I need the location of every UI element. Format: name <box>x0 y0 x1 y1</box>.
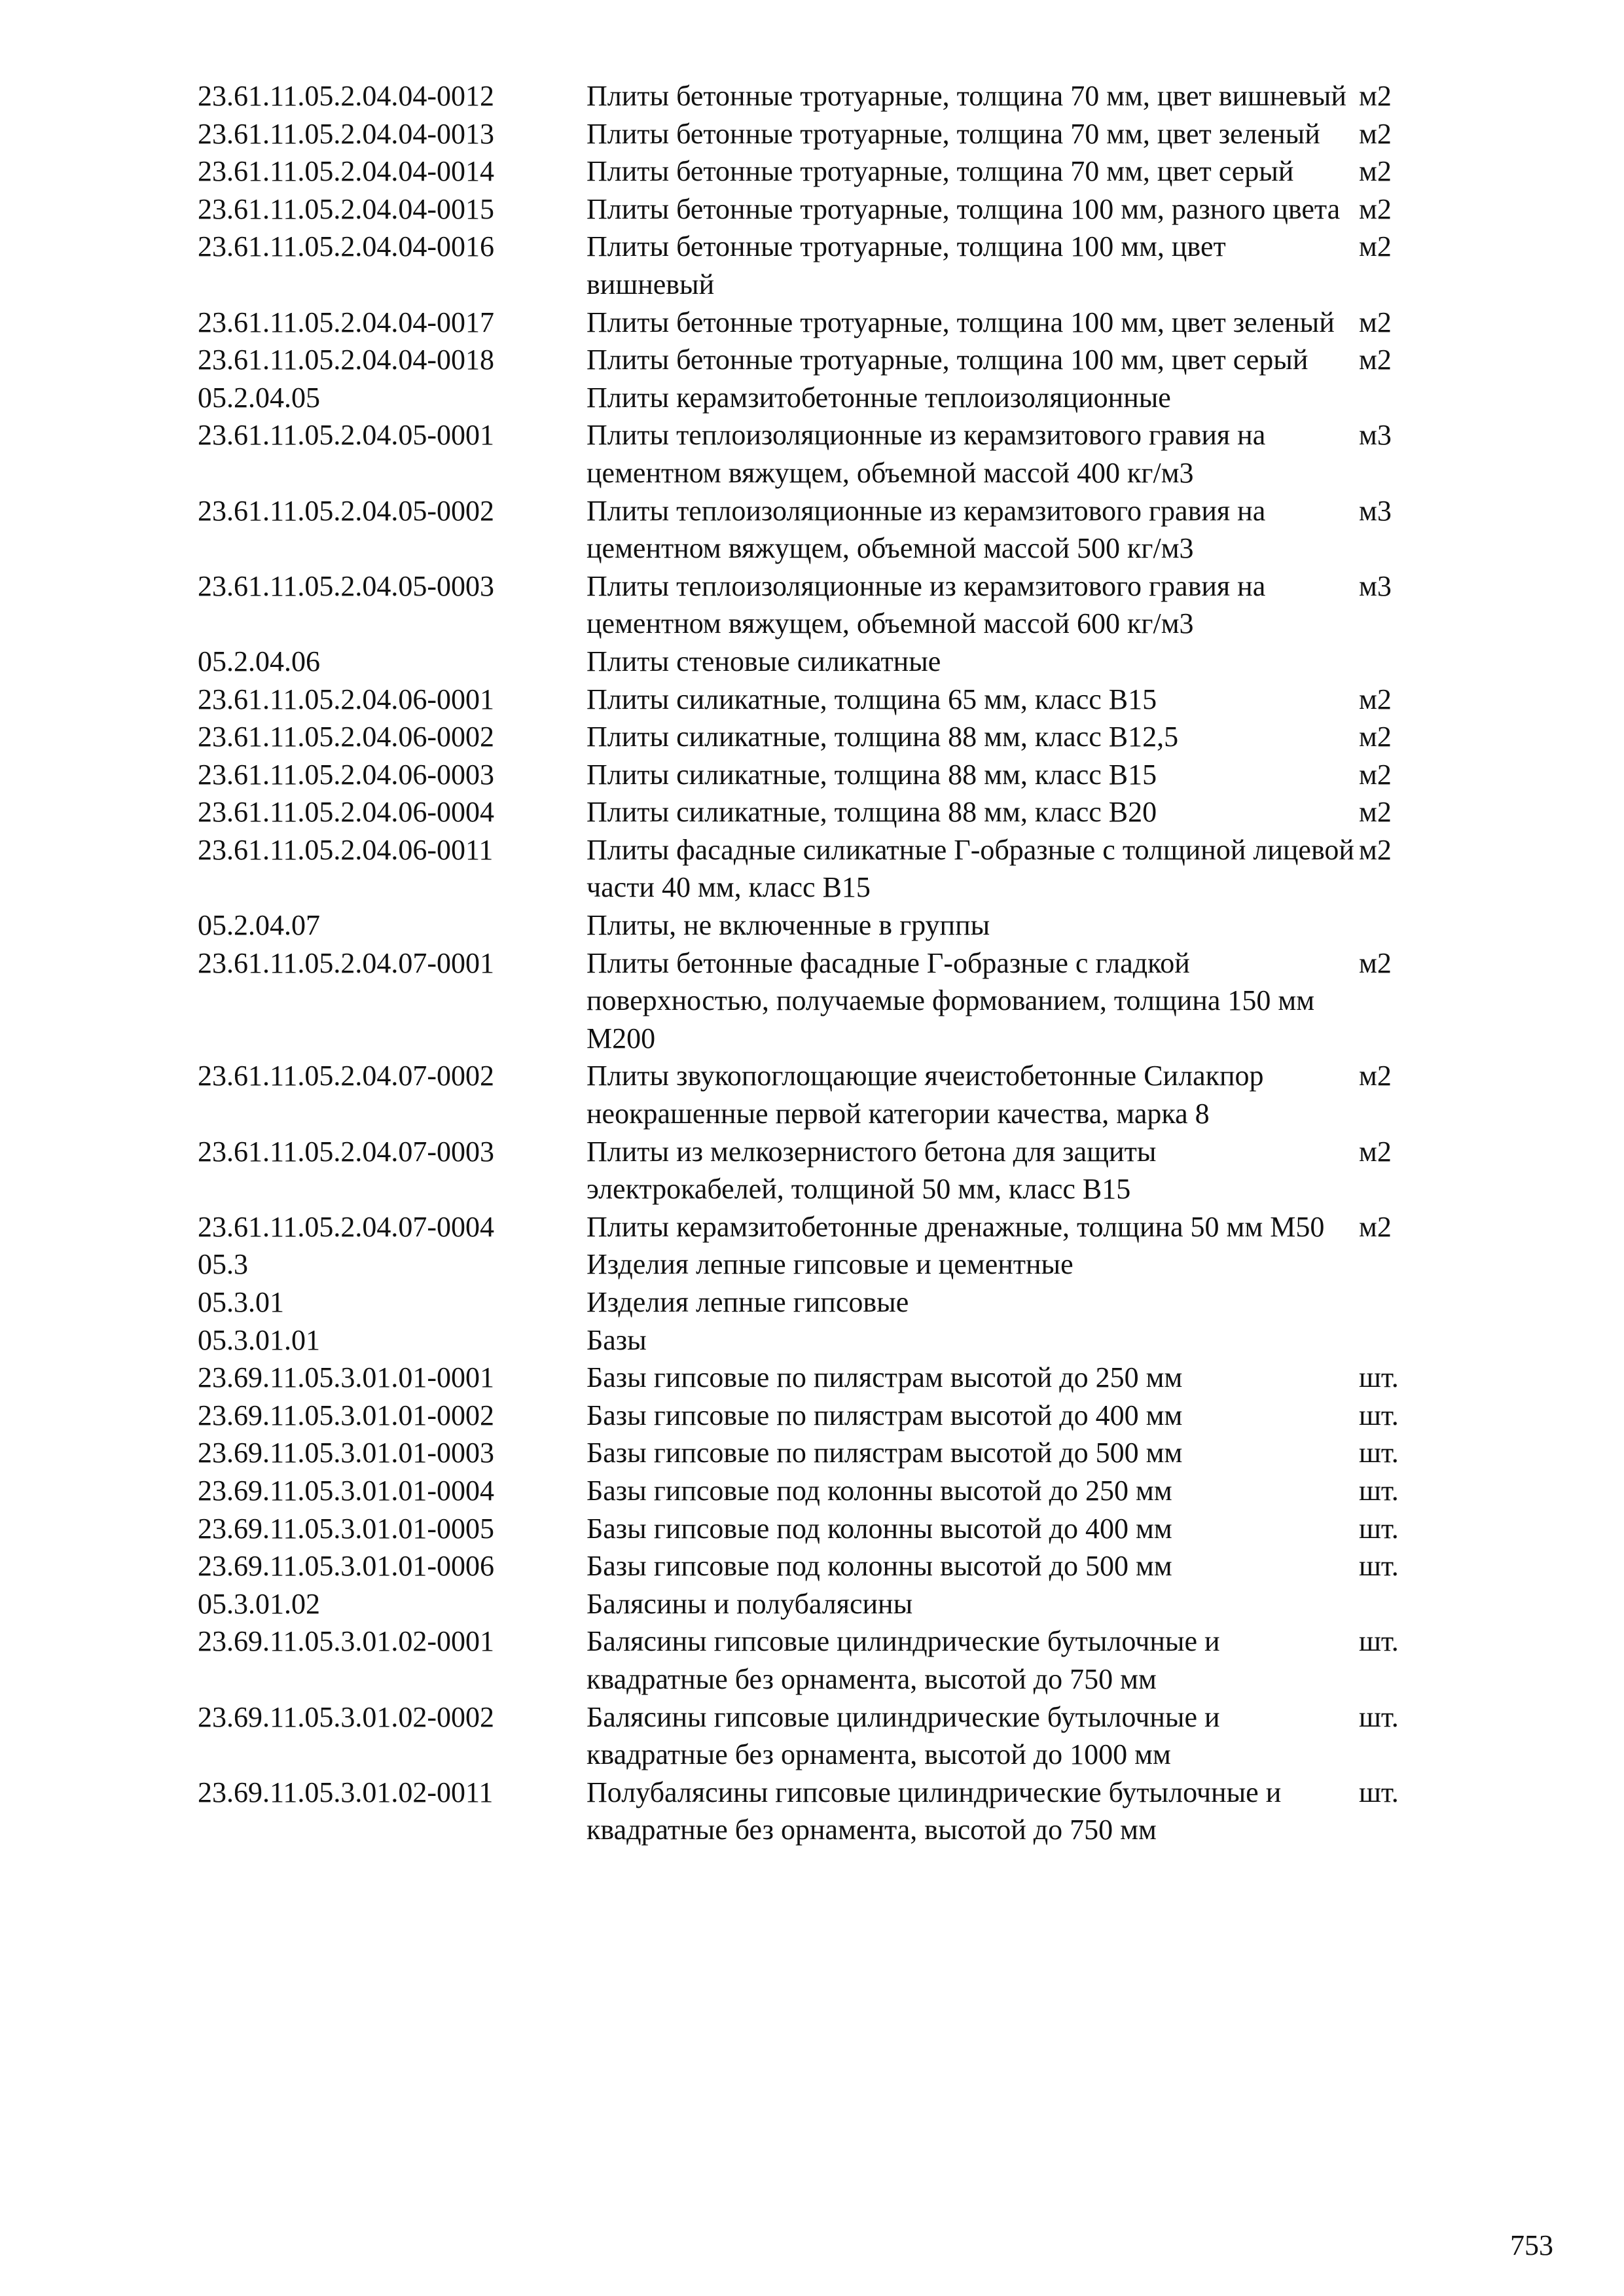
item-unit: м3 <box>1359 494 1392 527</box>
item-unit: м2 <box>1359 155 1392 188</box>
item-name: Базы гипсовые по пилястрам высотой до 400 мм <box>586 1399 1183 1431</box>
catalog-item-row <box>198 1623 1494 1698</box>
item-name: Плиты фасадные силикатные Г-образные с толщиной лицевой части 40 мм, класс B15 <box>586 833 1354 904</box>
item-code: 05.2.04.05 <box>198 381 320 414</box>
item-code: 23.61.11.05.2.04.04-0018 <box>198 344 495 376</box>
item-code: 23.61.11.05.2.04.04-0016 <box>198 230 495 263</box>
page-number: 753 <box>1510 2229 1553 2261</box>
item-name: Изделия лепные гипсовые и цементные <box>586 1248 1074 1281</box>
item-code: 23.61.11.05.2.04.07-0001 <box>198 946 495 979</box>
item-code: 23.61.11.05.2.04.04-0014 <box>198 155 495 188</box>
item-name: Плиты бетонные фасадные Г-образные с гладкой поверхностью, получаемые формованием, толщина 150 мм М200 <box>586 946 1315 1054</box>
item-unit: шт. <box>1359 1437 1399 1469</box>
catalog-group-row <box>198 1585 1494 1623</box>
item-name: Плиты стеновые силикатные <box>586 645 941 677</box>
item-name: Плиты силикатные, толщина 88 мм, класс B15 <box>586 758 1157 791</box>
item-name: Базы гипсовые по пилястрам высотой до 500 мм <box>586 1437 1183 1469</box>
item-unit: м2 <box>1359 230 1392 263</box>
item-name: Плиты бетонные тротуарные, толщина 100 мм, цвет вишневый <box>586 230 1226 300</box>
item-unit: м2 <box>1359 344 1392 376</box>
item-name: Балясины гипсовые цилиндрические бутылочные и квадратные без орнамента, высотой до 1000 мм <box>586 1700 1220 1771</box>
item-code: 05.2.04.06 <box>198 645 320 677</box>
item-code: 05.3.01 <box>198 1286 284 1318</box>
catalog-item-row <box>198 115 1494 153</box>
catalog-item-row <box>198 1434 1494 1472</box>
item-code: 23.69.11.05.3.01.01-0004 <box>198 1474 495 1507</box>
item-name: Плиты теплоизоляционные из керамзитового гравия на цементном вяжущем, объемной массой 400 кг/м3 <box>586 419 1266 489</box>
item-unit: м2 <box>1359 721 1392 753</box>
item-unit: м2 <box>1359 117 1392 150</box>
item-name: Плиты бетонные тротуарные, толщина 100 мм, цвет серый <box>586 344 1308 376</box>
item-code: 23.69.11.05.3.01.02-0011 <box>198 1776 494 1808</box>
item-unit: м2 <box>1359 946 1392 979</box>
catalog-item-row <box>198 1547 1494 1585</box>
item-name: Плиты, не включенные в группы <box>586 909 990 942</box>
item-name: Плиты бетонные тротуарные, толщина 100 мм, цвет зеленый <box>586 306 1335 338</box>
item-code: 23.69.11.05.3.01.02-0002 <box>198 1700 495 1733</box>
catalog-item-row <box>198 1774 1494 1849</box>
catalog-item-row <box>198 190 1494 228</box>
item-code: 23.61.11.05.2.04.06-0004 <box>198 796 495 829</box>
catalog-item-row <box>198 1208 1494 1246</box>
catalog-group-row <box>198 906 1494 944</box>
item-code: 23.69.11.05.3.01.02-0001 <box>198 1625 495 1658</box>
item-name: Плиты бетонные тротуарные, толщина 70 мм, цвет зеленый <box>586 117 1320 150</box>
catalog-group-row <box>198 1246 1494 1283</box>
item-name: Плиты звукопоглощающие ячеистобетонные Силакпор неокрашенные первой категории качества, марка 8 <box>586 1060 1264 1130</box>
item-code: 05.3.01.01 <box>198 1323 320 1356</box>
item-unit: м2 <box>1359 1210 1392 1243</box>
catalog-item-row <box>198 1133 1494 1208</box>
item-unit: м2 <box>1359 758 1392 791</box>
item-code: 23.69.11.05.3.01.01-0002 <box>198 1399 495 1431</box>
catalog-item-row <box>198 1359 1494 1397</box>
catalog-item-row <box>198 152 1494 190</box>
catalog-item-row <box>198 1057 1494 1132</box>
item-name: Плиты силикатные, толщина 88 мм, класс B12,5 <box>586 721 1179 753</box>
item-unit: м2 <box>1359 306 1392 338</box>
item-unit: шт. <box>1359 1625 1399 1658</box>
catalog-item-row <box>198 77 1494 115</box>
catalog-item-row <box>198 228 1494 303</box>
catalog-item-row <box>198 1698 1494 1774</box>
item-name: Плиты силикатные, толщина 88 мм, класс B20 <box>586 796 1157 829</box>
catalog-group-row <box>198 1321 1494 1359</box>
item-code: 23.61.11.05.2.04.06-0003 <box>198 758 495 791</box>
item-code: 23.61.11.05.2.04.07-0004 <box>198 1210 495 1243</box>
item-unit: м3 <box>1359 569 1392 602</box>
item-code: 23.69.11.05.3.01.01-0006 <box>198 1550 495 1583</box>
item-code: 23.61.11.05.2.04.04-0012 <box>198 80 495 112</box>
catalog-item-row <box>198 1397 1494 1435</box>
item-unit: м2 <box>1359 833 1392 866</box>
item-code: 23.61.11.05.2.04.04-0015 <box>198 192 495 225</box>
item-name: Полубалясины гипсовые цилиндрические бутылочные и квадратные без орнамента, высотой до 750 мм <box>586 1776 1282 1846</box>
item-name: Балясины гипсовые цилиндрические бутылочные и квадратные без орнамента, высотой до 750 мм <box>586 1625 1220 1695</box>
catalog-table <box>198 77 1494 1849</box>
item-code: 23.61.11.05.2.04.07-0002 <box>198 1060 495 1092</box>
item-name: Плиты бетонные тротуарные, толщина 100 мм, разного цвета <box>586 192 1341 225</box>
item-name: Плиты из мелкозернистого бетона для защиты электрокабелей, толщиной 50 мм, класс B15 <box>586 1135 1157 1206</box>
item-unit: м2 <box>1359 1060 1392 1092</box>
item-unit: шт. <box>1359 1361 1399 1394</box>
catalog-item-row <box>198 681 1494 719</box>
item-name: Базы гипсовые под колонны высотой до 500 мм <box>586 1550 1172 1583</box>
item-code: 23.61.11.05.2.04.05-0002 <box>198 494 495 527</box>
item-code: 05.2.04.07 <box>198 909 320 942</box>
catalog-item-row <box>198 304 1494 342</box>
item-unit: шт. <box>1359 1776 1399 1808</box>
item-name: Плиты керамзитобетонные теплоизоляционные <box>586 381 1171 414</box>
item-unit: м2 <box>1359 1135 1392 1168</box>
item-code: 23.61.11.05.2.04.06-0002 <box>198 721 495 753</box>
item-unit: шт. <box>1359 1399 1399 1431</box>
item-code: 05.3.01.02 <box>198 1587 320 1620</box>
item-code: 23.61.11.05.2.04.04-0013 <box>198 117 495 150</box>
item-unit: шт. <box>1359 1474 1399 1507</box>
item-code: 23.61.11.05.2.04.05-0003 <box>198 569 495 602</box>
item-name: Базы гипсовые по пилястрам высотой до 250 мм <box>586 1361 1183 1394</box>
item-code: 23.61.11.05.2.04.06-0001 <box>198 683 495 715</box>
item-code: 23.69.11.05.3.01.01-0001 <box>198 1361 495 1394</box>
item-unit: шт. <box>1359 1700 1399 1733</box>
catalog-item-row <box>198 492 1494 567</box>
catalog-item-row <box>198 341 1494 379</box>
item-code: 23.61.11.05.2.04.05-0001 <box>198 419 495 452</box>
catalog-item-row <box>198 944 1494 1058</box>
item-name: Плиты теплоизоляционные из керамзитового гравия на цементном вяжущем, объемной массой 600 кг/м3 <box>586 569 1266 640</box>
item-unit: м3 <box>1359 419 1392 452</box>
item-code: 23.61.11.05.2.04.07-0003 <box>198 1135 495 1168</box>
item-unit: шт. <box>1359 1512 1399 1545</box>
catalog-group-row <box>198 1283 1494 1321</box>
catalog-item-row <box>198 718 1494 756</box>
item-unit: шт. <box>1359 1550 1399 1583</box>
item-name: Плиты теплоизоляционные из керамзитового гравия на цементном вяжущем, объемной массой 500 кг/м3 <box>586 494 1266 565</box>
item-code: 23.61.11.05.2.04.04-0017 <box>198 306 495 338</box>
item-code: 05.3 <box>198 1248 248 1281</box>
item-name: Базы гипсовые под колонны высотой до 400 мм <box>586 1512 1172 1545</box>
catalog-item-row <box>198 756 1494 794</box>
item-code: 23.61.11.05.2.04.06-0011 <box>198 833 494 866</box>
catalog-item-row <box>198 1472 1494 1510</box>
item-unit: м2 <box>1359 683 1392 715</box>
catalog-group-row <box>198 643 1494 681</box>
item-unit: м2 <box>1359 80 1392 112</box>
item-unit: м2 <box>1359 192 1392 225</box>
item-name: Изделия лепные гипсовые <box>586 1286 909 1318</box>
item-code: 23.69.11.05.3.01.01-0005 <box>198 1512 495 1545</box>
item-code: 23.69.11.05.3.01.01-0003 <box>198 1437 495 1469</box>
catalog-item-row <box>198 1510 1494 1548</box>
item-name: Плиты силикатные, толщина 65 мм, класс B15 <box>586 683 1157 715</box>
item-name: Плиты бетонные тротуарные, толщина 70 мм, цвет серый <box>586 155 1294 188</box>
catalog-item-row <box>198 831 1494 906</box>
catalog-item-row <box>198 793 1494 831</box>
catalog-group-row <box>198 379 1494 417</box>
item-name: Балясины и полубалясины <box>586 1587 913 1620</box>
catalog-item-row <box>198 416 1494 492</box>
item-name: Плиты бетонные тротуарные, толщина 70 мм, цвет вишневый <box>586 80 1346 112</box>
catalog-item-row <box>198 567 1494 643</box>
item-unit: м2 <box>1359 796 1392 829</box>
item-name: Плиты керамзитобетонные дренажные, толщина 50 мм М50 <box>586 1210 1325 1243</box>
item-name: Базы <box>586 1323 647 1356</box>
item-name: Базы гипсовые под колонны высотой до 250 мм <box>586 1474 1172 1507</box>
